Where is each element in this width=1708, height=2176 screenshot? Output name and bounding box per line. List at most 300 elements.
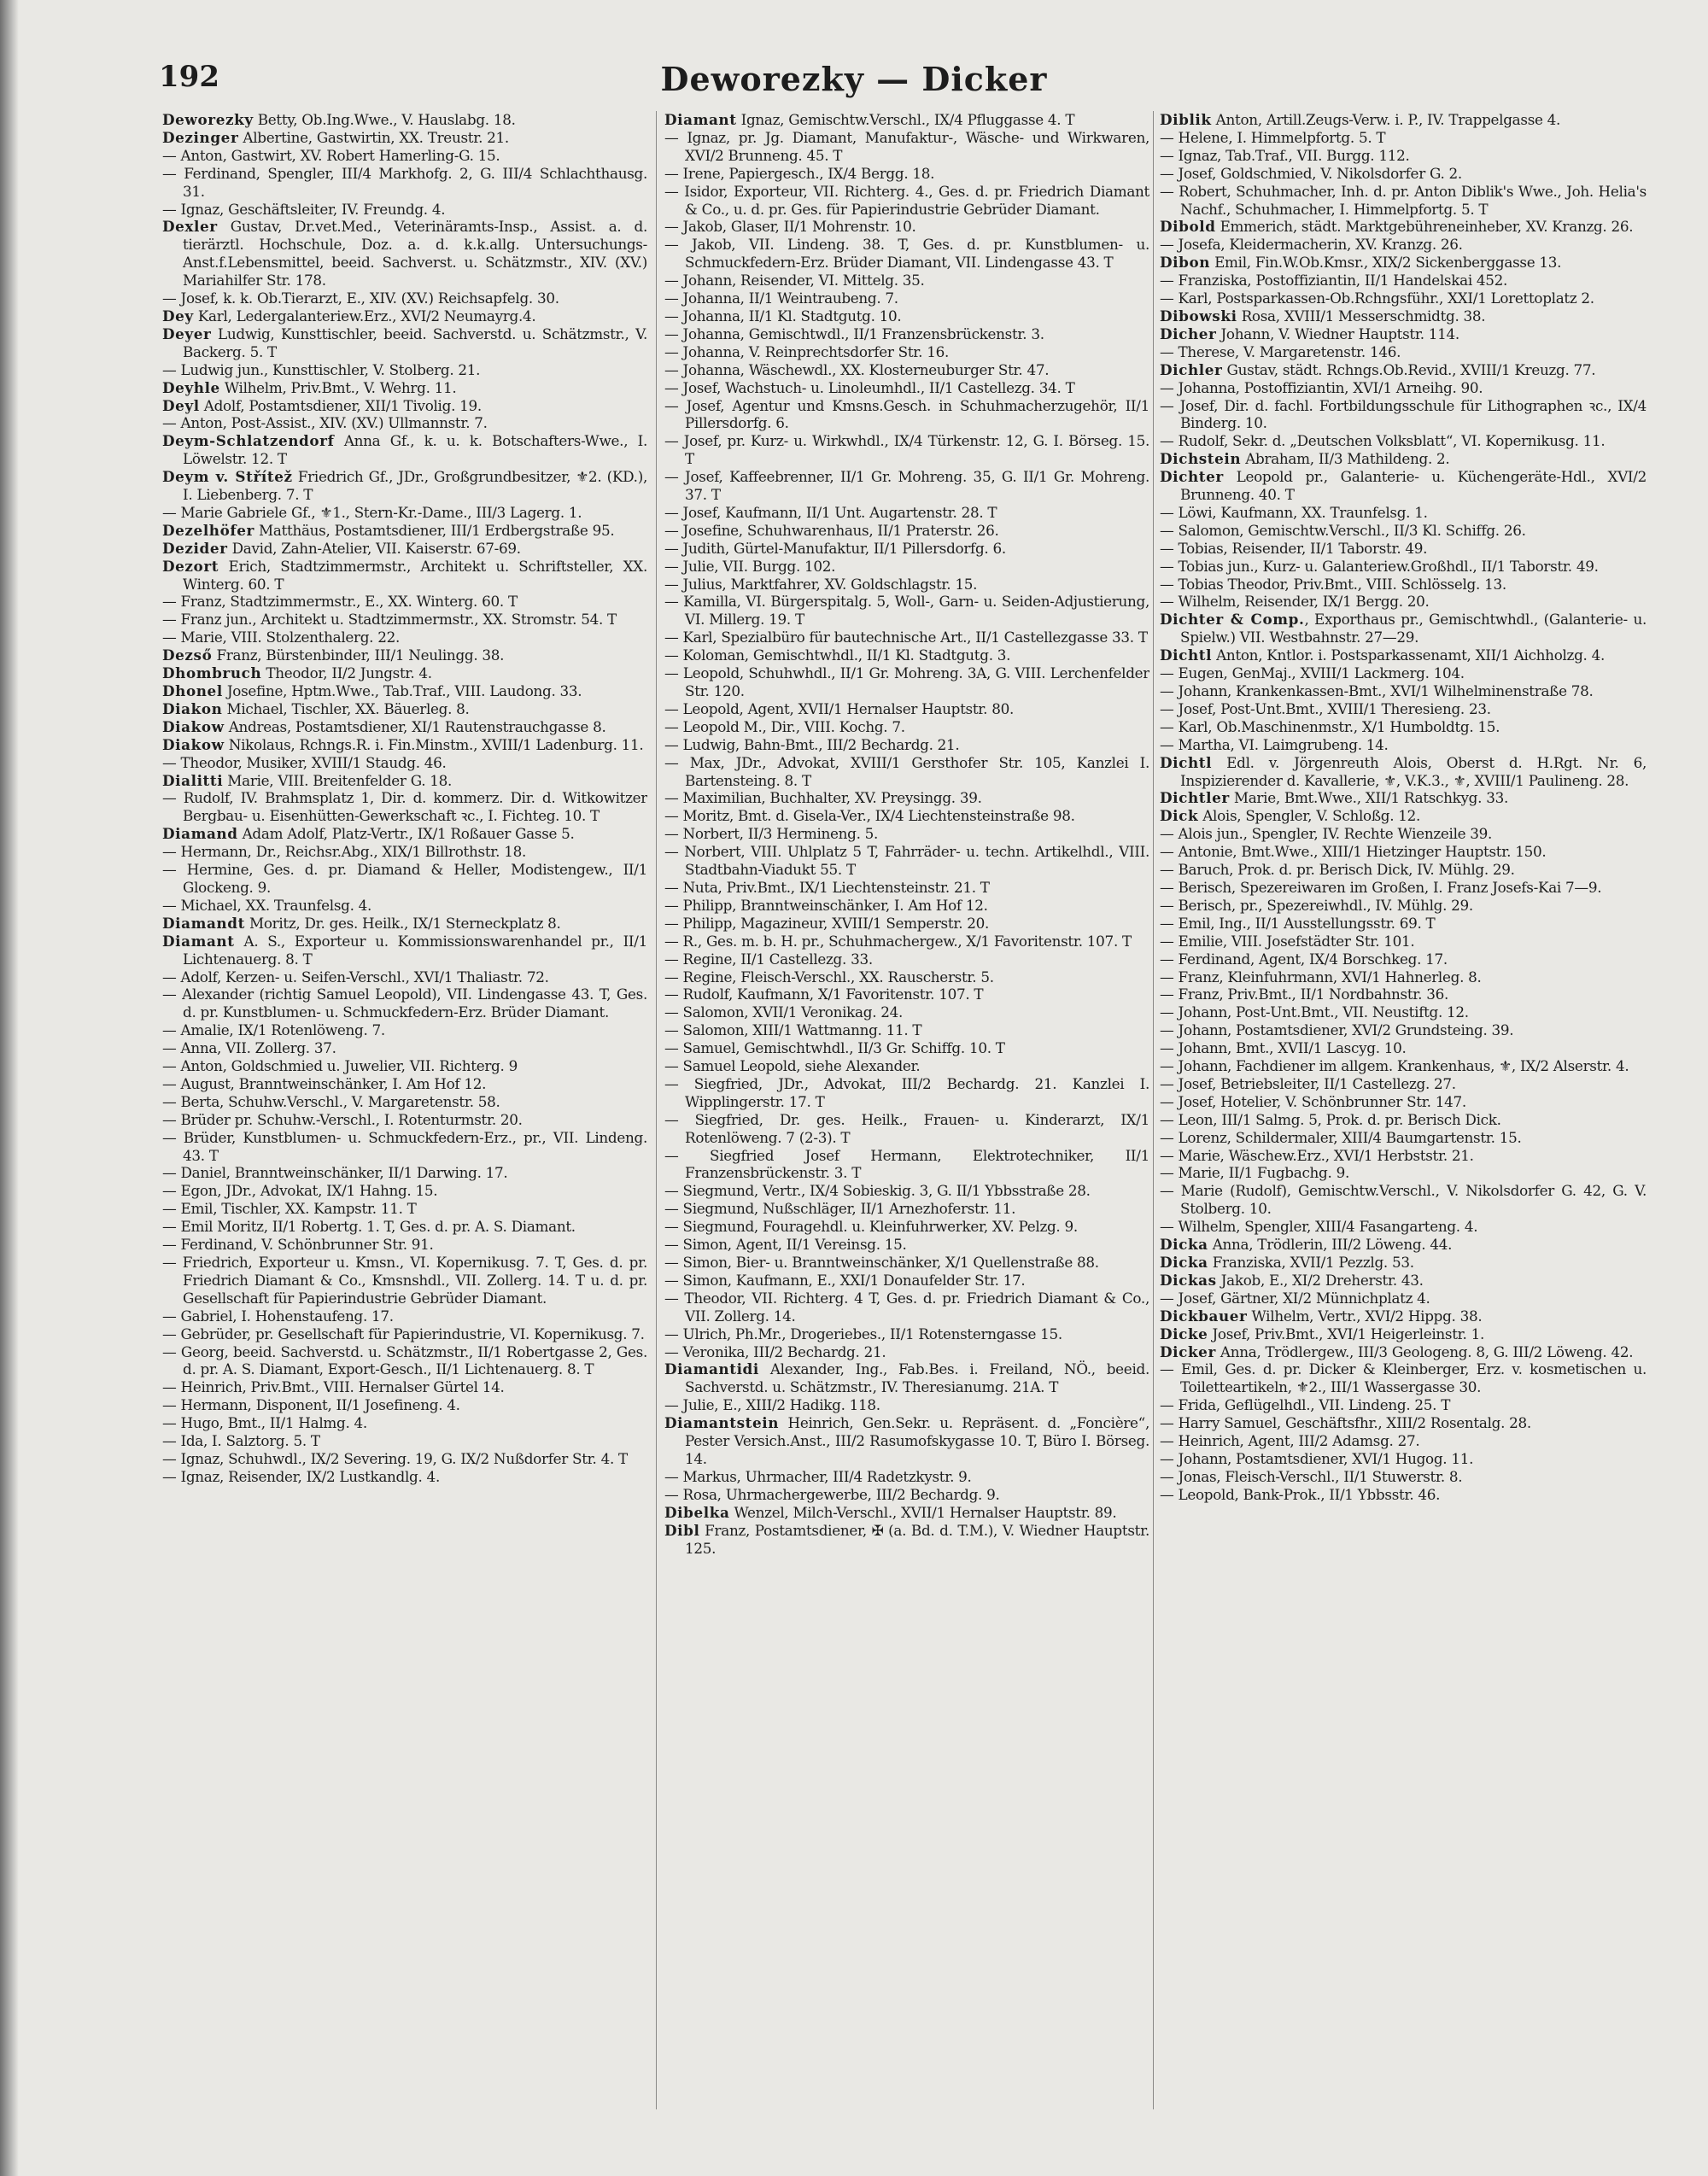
- entry-details: — Josef, Post-Unt.Bmt., XVIII/1 Theresieng. 23.: [1160, 699, 1491, 717]
- directory-entry: [1160, 1325, 1647, 1343]
- entry-details: — Daniel, Branntweinschänker, II/1 Darwing. 17.: [162, 1164, 508, 1182]
- directory-entry: [162, 1164, 647, 1182]
- directory-entry: [162, 825, 647, 843]
- entry-details: — Max, JDr., Advokat, XVIII/1 Gersthofer Str. 105, Kanzlei I. Bartensteing. 8. T: [664, 753, 1149, 789]
- entry-details: — Veronika, III/2 Bechardg. 21.: [664, 1342, 886, 1360]
- entry-details: — Karl, Spezialbüro für bautechnische Art., II/1 Castellezgasse 33. T: [664, 629, 1148, 646]
- directory-entry: [664, 1003, 1149, 1021]
- directory-entry: [162, 1218, 647, 1236]
- directory-entry: [664, 1290, 1149, 1325]
- entry-details: — Leopold, Agent, XVII/1 Hernalser Hauptstr. 80.: [664, 699, 1015, 717]
- directory-entry: [664, 700, 1149, 718]
- directory-entry: [664, 1343, 1149, 1361]
- entry-details: — Siegmund, Fouragehdl. u. Kleinfuhrwerker, XV. Pelzg. 9.: [664, 1218, 1078, 1236]
- directory-entry: [1160, 558, 1647, 576]
- directory-entry: [664, 1504, 1149, 1522]
- entry-surname: Diakon: [162, 699, 223, 717]
- directory-entry: [1160, 736, 1647, 754]
- directory-entry: [162, 1468, 647, 1486]
- entry-surname: Diamantidi: [664, 1360, 759, 1378]
- directory-entry: [162, 754, 647, 772]
- entry-details: — Hugo, Bmt., II/1 Halmg. 4.: [162, 1414, 367, 1432]
- directory-entry: [664, 1021, 1149, 1039]
- directory-entry: [1160, 915, 1647, 933]
- entry-details: — Julie, VII. Burgg. 102.: [664, 557, 836, 575]
- entry-details: — Rudolf, Sekr. d. „Deutschen Volksblatt“, VI. Kopernikusg. 11.: [1160, 432, 1606, 450]
- directory-entry: [1160, 1075, 1647, 1093]
- directory-entry: [1160, 1272, 1647, 1290]
- entry-details: — Ignaz, pr. Jg. Diamant, Manufaktur-, Wäsche- und Wirkwaren, XVI/2 Brunneng. 45. T: [664, 128, 1149, 164]
- directory-entry: [1160, 254, 1647, 272]
- entry-details: — Jonas, Fleisch-Verschl., II/1 Stuwerstr. 8.: [1160, 1467, 1463, 1485]
- entry-details: — Johann, Post-Unt.Bmt., VII. Neustiftg. 12.: [1160, 1003, 1469, 1021]
- column-1: [162, 111, 647, 2144]
- entry-details: Anna, Trödlergew., III/3 Geologeng. 8, G. III/2 Löweng. 42.: [1215, 1342, 1634, 1360]
- directory-entry: [1160, 700, 1647, 718]
- entry-details: Friedrich Gf., JDr., Großgrundbesitzer, ⚜2. (KD.), I. Liebenberg. 7. T: [183, 468, 647, 504]
- directory-entry: [162, 1200, 647, 1218]
- directory-entry: [162, 1414, 647, 1432]
- entry-details: — Karl, Postsparkassen-Ob.Rchngsführ., XXI/1 Lorettoplatz 2.: [1160, 290, 1594, 307]
- directory-entry: [1160, 968, 1647, 986]
- directory-entry: [664, 343, 1149, 361]
- entry-surname: Dichter & Comp.: [1160, 611, 1305, 629]
- directory-entry: [1160, 1111, 1647, 1129]
- directory-entry: [1160, 1039, 1647, 1057]
- directory-entry: [1160, 1236, 1647, 1254]
- entry-details: Franz, Bürstenbinder, III/1 Neulingg. 38.: [212, 646, 505, 664]
- directory-entry: [162, 1450, 647, 1468]
- directory-entry: [664, 897, 1149, 915]
- directory-entry: [162, 1396, 647, 1414]
- entry-details: Anna, Trödlerin, III/2 Löweng. 44.: [1208, 1236, 1453, 1254]
- entry-details: Leopold pr., Galanterie- u. Küchengeräte-Hdl., XVI/2 Brunneng. 40. T: [1180, 468, 1647, 504]
- entry-details: — Judith, Gürtel-Manufaktur, II/1 Pillersdorfg. 6.: [664, 539, 1006, 557]
- entry-surname: Dibold: [1160, 218, 1216, 236]
- directory-entry: [162, 307, 647, 325]
- entry-details: — Siegmund, Vertr., IX/4 Sobieskig. 3, G. II/1 Ybbsstraße 28.: [664, 1182, 1091, 1200]
- entry-details: — Martha, VI. Laimgrubeng. 14.: [1160, 735, 1389, 753]
- directory-entry: [664, 1254, 1149, 1272]
- directory-entry: [162, 201, 647, 219]
- entry-details: — Josef, pr. Kurz- u. Wirkwhdl., IX/4 Türkenstr. 12, G. I. Börseg. 15. T: [664, 432, 1149, 468]
- directory-entry: [1160, 1218, 1647, 1236]
- entry-details: — Johanna, Wäschewdl., XX. Klosterneuburger Str. 47.: [664, 360, 1050, 378]
- entry-details: — Harry Samuel, Geschäftsfhr., XIII/2 Rosentalg. 28.: [1160, 1414, 1531, 1432]
- directory-entry: [162, 504, 647, 522]
- directory-entry: [1160, 951, 1647, 968]
- entry-details: Albertine, Gastwirtin, XX. Treustr. 21.: [238, 128, 509, 146]
- directory-entry: [664, 379, 1149, 397]
- entry-details: Gustav, Dr.vet.Med., Veterinäramts-Insp., Assist. a. d. tierärztl. Hochschule, Doz. a. d. k.k.allg. Untersuchungs-Anst.f.Lebensmittel, beeid. Sachverst. u. Schätzmstr., XIV. (XV.) Mariahilfer Str. 178.: [183, 218, 647, 290]
- entry-details: — Johanna, V. Reinprechtsdorfer Str. 16.: [664, 342, 950, 360]
- entry-details: — Simon, Kaufmann, E., XXI/1 Donaufelder Str. 17.: [664, 1271, 1026, 1289]
- directory-entry: [1160, 272, 1647, 290]
- directory-entry: [162, 361, 647, 379]
- directory-entry: [162, 1325, 647, 1343]
- directory-entry: [1160, 593, 1647, 611]
- directory-entry: [1160, 1254, 1647, 1272]
- entry-details: — Wilhelm, Reisender, IX/1 Bergg. 20.: [1160, 593, 1430, 611]
- directory-entry: [162, 1307, 647, 1325]
- directory-entry: [162, 1236, 647, 1254]
- directory-entry: [664, 1325, 1149, 1343]
- directory-entry: [1160, 807, 1647, 825]
- entry-details: — Theodor, VII. Richterg. 4 T, Ges. d. pr. Friedrich Diamant & Co., VII. Zollerg. 14.: [664, 1289, 1149, 1325]
- directory-entry: [1160, 1182, 1647, 1218]
- directory-entry: [162, 1021, 647, 1039]
- entry-details: Josef, Priv.Bmt., XVI/1 Heigerleinstr. 1.: [1208, 1325, 1485, 1342]
- entry-surname: Dibowski: [1160, 307, 1237, 325]
- directory-entry: [1160, 789, 1647, 807]
- entry-details: — Marie, VIII. Stolzenthalerg. 22.: [162, 629, 401, 646]
- directory-entry: [664, 576, 1149, 594]
- entry-details: — Anton, Gastwirt, XV. Robert Hamerling-G. 15.: [162, 146, 500, 164]
- entry-surname: Dick: [1160, 807, 1199, 825]
- column-divider: [656, 111, 657, 2109]
- entry-details: — Ignaz, Schuhwdl., IX/2 Severing. 19, G. IX/2 Nußdorfer Str. 4. T: [162, 1449, 628, 1467]
- entry-surname: Deyhle: [162, 378, 220, 396]
- directory-entry: [162, 664, 647, 682]
- directory-entry: [664, 165, 1149, 183]
- directory-entry: [664, 307, 1149, 325]
- entry-details: — Alois jun., Spengler, IV. Rechte Wienzeile 39.: [1160, 825, 1493, 843]
- directory-entry: [664, 111, 1149, 129]
- directory-entry: [162, 593, 647, 611]
- entry-surname: Dibon: [1160, 254, 1211, 272]
- entry-details: — Frida, Geflügelhdl., VII. Lindeng. 25. T: [1160, 1396, 1451, 1414]
- directory-entry: [664, 129, 1149, 165]
- directory-entry: [664, 468, 1149, 504]
- entry-surname: Dichtl: [1160, 646, 1213, 664]
- column-divider: [1153, 111, 1154, 2109]
- entry-details: — Siegfried Josef Hermann, Elektrotechniker, II/1 Franzensbrückenstr. 3. T: [664, 1146, 1149, 1182]
- entry-details: Alexander, Ing., Fab.Bes. i. Freiland, NÖ., beeid. Sachverstd. u. Schätzmstr., IV. Theresianumg. 21A. T: [685, 1360, 1149, 1396]
- entry-surname: Deyl: [162, 396, 200, 414]
- directory-entry: [664, 1147, 1149, 1183]
- entry-details: — Marie (Rudolf), Gemischtw.Verschl., V. Nikolsdorfer G. 42, G. V. Stolberg. 10.: [1160, 1182, 1647, 1218]
- directory-entry: [1160, 129, 1647, 147]
- directory-entry: [162, 1075, 647, 1093]
- entry-surname: Dicher: [1160, 325, 1217, 342]
- entry-details: — Brüder pr. Schuhw.-Verschl., I. Rotenturmstr. 20.: [162, 1110, 523, 1128]
- entry-details: — Ignaz, Tab.Traf., VII. Burgg. 112.: [1160, 146, 1410, 164]
- directory-entry: [664, 807, 1149, 825]
- entry-details: — Anna, VII. Zollerg. 37.: [162, 1039, 336, 1057]
- book-spine-shadow: [0, 0, 19, 2176]
- entry-surname: Dicka: [1160, 1236, 1208, 1254]
- directory-entry: [1160, 1343, 1647, 1361]
- entry-details: — Koloman, Gemischtwhdl., II/1 Kl. Stadtgutg. 3.: [664, 646, 1011, 664]
- entry-surname: Diblik: [1160, 111, 1212, 128]
- entry-details: — Leopold M., Dir., VIII. Kochg. 7.: [664, 717, 905, 735]
- directory-entry: [162, 468, 647, 504]
- entry-surname: Dickbauer: [1160, 1307, 1248, 1325]
- entry-surname: Dialitti: [162, 771, 224, 789]
- directory-entry: [162, 1254, 647, 1307]
- entry-details: — Ignaz, Geschäftsleiter, IV. Freundg. 4.: [162, 200, 446, 218]
- entry-details: — Ulrich, Ph.Mr., Drogeriebes., II/1 Rotensterngasse 15.: [664, 1325, 1062, 1342]
- directory-entry: [162, 432, 647, 468]
- entry-details: — Johanna, Gemischtwdl., II/1 Franzensbrückenstr. 3.: [664, 325, 1044, 342]
- directory-entry: [664, 843, 1149, 879]
- directory-entry: [162, 682, 647, 700]
- entry-details: — Franziska, Postoffiziantin, II/1 Handelskai 452.: [1160, 272, 1508, 290]
- directory-entry: [162, 290, 647, 307]
- entry-details: — Johann, Bmt., XVII/1 Lascyg. 10.: [1160, 1039, 1407, 1057]
- directory-entry: [162, 325, 647, 361]
- directory-entry: [664, 1200, 1149, 1218]
- entry-details: — Josef, Kaffeebrenner, II/1 Gr. Mohreng. 35, G. II/1 Gr. Mohreng. 37. T: [664, 468, 1149, 504]
- directory-entry: [162, 1111, 647, 1129]
- directory-entry: [162, 629, 647, 646]
- entry-details: — Josef, Gärtner, XI/2 Münnichplatz 4.: [1160, 1289, 1430, 1307]
- directory-entry: [1160, 1093, 1647, 1111]
- directory-entry: [664, 361, 1149, 379]
- entry-surname: Dezső: [162, 646, 213, 664]
- entry-details: Ludwig, Kunsttischler, beeid. Sachverstd. u. Schätzmstr., V. Backerg. 5. T: [183, 325, 647, 360]
- directory-entry: [1160, 1290, 1647, 1307]
- entry-details: Johann, V. Wiedner Hauptstr. 114.: [1216, 325, 1459, 342]
- entry-details: — Emil Moritz, II/1 Robertg. 1. T, Ges. d. pr. A. S. Diamant.: [162, 1218, 576, 1236]
- entry-details: Andreas, Postamtsdiener, XI/1 Rautenstrauchgasse 8.: [224, 717, 606, 735]
- directory-entry: [664, 879, 1149, 897]
- entry-surname: Diamantstein: [664, 1414, 780, 1432]
- directory-entry: [664, 951, 1149, 968]
- directory-entry: [1160, 397, 1647, 433]
- entry-details: — Johanna, II/1 Weintraubeng. 7.: [664, 290, 898, 307]
- entry-details: Marie, VIII. Breitenfelder G. 18.: [223, 771, 453, 789]
- directory-entry: [1160, 1057, 1647, 1075]
- entry-surname: Dickas: [1160, 1271, 1217, 1289]
- entry-details: — Samuel Leopold, siehe Alexander.: [664, 1057, 921, 1075]
- entry-details: — August, Branntweinschänker, I. Am Hof 12.: [162, 1074, 487, 1092]
- entry-details: — Rosa, Uhrmachergewerbe, III/2 Bechardg. 9.: [664, 1485, 1000, 1503]
- directory-entry: [162, 111, 647, 129]
- entry-details: — Baruch, Prok. d. pr. Berisch Dick, IV. Mühlg. 29.: [1160, 861, 1515, 879]
- directory-entry: [162, 218, 647, 290]
- entry-surname: Diakow: [162, 735, 225, 753]
- entry-surname: Dichtl: [1160, 753, 1213, 771]
- directory-entry: [162, 558, 647, 594]
- entry-surname: Diamant: [664, 111, 737, 128]
- entry-details: Ignaz, Gemischtw.Verschl., IX/4 Pfluggasse 4. T: [736, 111, 1075, 128]
- entry-details: Erich, Stadtzimmermstr., Architekt u. Schriftsteller, XX. Winterg. 60. T: [183, 557, 647, 593]
- entry-details: — Rudolf, IV. Brahmsplatz 1, Dir. d. kommerz. Dir. d. Witkowitzer Bergbau- u. Eisenhütten-Gewerkschaft ꝛc., I. Fichteg. 10. T: [162, 789, 647, 825]
- entry-surname: Dichstein: [1160, 450, 1242, 468]
- entry-details: — Leopold, Bank-Prok., II/1 Ybbsstr. 46.: [1160, 1485, 1441, 1503]
- directory-entry: [1160, 290, 1647, 307]
- directory-entry: [1160, 879, 1647, 897]
- entry-details: — Ferdinand, Agent, IX/4 Borschkeg. 17.: [1160, 950, 1448, 968]
- entry-details: — Löwi, Kaufmann, XX. Traunfelsg. 1.: [1160, 503, 1428, 521]
- directory-entry: [1160, 1021, 1647, 1039]
- entry-details: Karl, Ledergalanteriew.Erz., XVI/2 Neumayrg.4.: [193, 307, 536, 325]
- entry-details: — Philipp, Magazineur, XVIII/1 Semperstr. 20.: [664, 914, 990, 932]
- directory-entry: [664, 915, 1149, 933]
- entry-details: — Therese, V. Margaretenstr. 146.: [1160, 342, 1401, 360]
- directory-entry: [162, 147, 647, 165]
- entry-details: — Alexander (richtig Samuel Leopold), VII. Lindengasse 43. T, Ges. d. pr. Kunstblumen- u. Schmuckfedern-Erz. Brüder Diamant.: [162, 986, 647, 1021]
- directory-entry: [1160, 361, 1647, 379]
- directory-entry: [664, 218, 1149, 236]
- directory-entry: [162, 1343, 647, 1379]
- directory-entry: [1160, 1468, 1647, 1486]
- entry-details: — Philipp, Branntweinschänker, I. Am Hof 12.: [664, 896, 988, 914]
- entry-details: Marie, Bmt.Wwe., XII/1 Ratschkyg. 33.: [1229, 789, 1508, 807]
- entry-details: — Karl, Ob.Maschinenmstr., X/1 Humboldtg. 15.: [1160, 717, 1500, 735]
- entry-details: , Exporthaus pr., Gemischtwhdl., (Galanterie- u. Spielw.) VII. Westbahnstr. 27—29.: [1180, 611, 1647, 646]
- directory-entry: [1160, 611, 1647, 646]
- entry-details: Josefine, Hptm.Wwe., Tab.Traf., VIII. Laudong. 33.: [222, 682, 582, 699]
- directory-entry: [162, 611, 647, 629]
- entry-details: — Anton, Post-Assist., XIV. (XV.) Ullmannstr. 7.: [162, 414, 488, 432]
- directory-entry: [162, 986, 647, 1021]
- entry-details: — Lorenz, Schildermaler, XIII/4 Baumgartenstr. 15.: [1160, 1128, 1522, 1146]
- directory-entry: [1160, 664, 1647, 682]
- directory-entry: [162, 1129, 647, 1165]
- directory-entry: [1160, 522, 1647, 540]
- entry-details: — Josef, Goldschmied, V. Nikolsdorfer G. 2.: [1160, 164, 1462, 182]
- directory-entry: [162, 789, 647, 825]
- directory-entry: [162, 700, 647, 718]
- entry-details: — Regine, Fleisch-Verschl., XX. Rauscherstr. 5.: [664, 968, 994, 986]
- directory-entry: [1160, 432, 1647, 450]
- directory-entry: [664, 986, 1149, 1003]
- directory-entry: [1160, 236, 1647, 254]
- entry-details: Gustav, städt. Rchngs.Ob.Revid., XVIII/1 Kreuzg. 77.: [1222, 360, 1596, 378]
- entry-details: — Ludwig, Bahn-Bmt., III/2 Bechardg. 21.: [664, 735, 960, 753]
- directory-entry: [162, 1039, 647, 1057]
- directory-entry: [162, 1182, 647, 1200]
- entry-details: Moritz, Dr. ges. Heilk., IX/1 Sterneckplatz 8.: [244, 914, 561, 932]
- directory-entry: [162, 772, 647, 790]
- directory-entry: [664, 325, 1149, 343]
- entry-details: — Josef, k. k. Ob.Tierarzt, E., XIV. (XV.) Reichsapfelg. 30.: [162, 290, 559, 307]
- directory-entry: [1160, 183, 1647, 219]
- entry-details: Abraham, II/3 Mathildeng. 2.: [1241, 450, 1450, 468]
- entry-details: — Michael, XX. Traunfelsg. 4.: [162, 896, 372, 914]
- entry-details: — Heinrich, Priv.Bmt., VIII. Hernalser Gürtel 14.: [162, 1378, 505, 1396]
- directory-entry: [664, 1486, 1149, 1504]
- entry-details: Jakob, E., XI/2 Dreherstr. 43.: [1216, 1271, 1424, 1289]
- entry-details: — Jakob, VII. Lindeng. 38. T, Ges. d. pr. Kunstblumen- u. Schmuckfedern-Erz. Brüder Diamant, VII. Lindengasse 43. T: [664, 236, 1149, 272]
- directory-entry: [664, 432, 1149, 468]
- directory-entry: [1160, 682, 1647, 700]
- entry-surname: Dey: [162, 307, 194, 325]
- entry-details: — Johann, Postamtsdiener, XVI/2 Grundsteing. 39.: [1160, 1021, 1514, 1039]
- directory-entry: [664, 646, 1149, 664]
- entry-details: — Ferdinand, Spengler, III/4 Markhofg. 2, G. III/4 Schlachthausg. 31.: [162, 164, 647, 200]
- directory-entry: [1160, 504, 1647, 522]
- entry-details: — Tobias Theodor, Priv.Bmt., VIII. Schlösselg. 13.: [1160, 575, 1506, 593]
- entry-surname: Dhonel: [162, 682, 223, 699]
- directory-entry: [1160, 1432, 1647, 1450]
- entry-details: — Jakob, Glaser, II/1 Mohrenstr. 10.: [664, 218, 916, 236]
- entry-surname: Dichtler: [1160, 789, 1230, 807]
- directory-entry: [1160, 933, 1647, 951]
- directory-entry: [1160, 843, 1647, 861]
- directory-entry: [664, 236, 1149, 272]
- entry-surname: Diamant: [162, 932, 235, 950]
- entry-details: — Leopold, Schuhwhdl., II/1 Gr. Mohreng. 3A, G. VIII. Lerchenfelder Str. 120.: [664, 664, 1149, 699]
- directory-entry: [664, 736, 1149, 754]
- entry-details: — Johann, Krankenkassen-Bmt., XVI/1 Wilhelminenstraße 78.: [1160, 682, 1594, 699]
- page-header: [0, 60, 1708, 102]
- entry-details: — Josef, Hotelier, V. Schönbrunner Str. 147.: [1160, 1092, 1466, 1110]
- directory-entry: [664, 593, 1149, 629]
- entry-details: — Johann, Reisender, VI. Mittelg. 35.: [664, 272, 925, 290]
- entry-surname: Dicke: [1160, 1325, 1208, 1342]
- running-head: Deworezky — Dicker: [660, 60, 1048, 98]
- entry-details: — Julius, Marktfahrer, XV. Goldschlagstr. 15.: [664, 575, 978, 593]
- entry-details: Wilhelm, Vertr., XVI/2 Hippg. 38.: [1247, 1307, 1483, 1325]
- entry-details: — Salomon, XIII/1 Wattmanng. 11. T: [664, 1021, 922, 1039]
- directory-entry: [664, 968, 1149, 986]
- entry-details: Franziska, XVII/1 Pezzlg. 53.: [1208, 1254, 1414, 1271]
- directory-entry: [664, 629, 1149, 646]
- directory-entry: [664, 1057, 1149, 1075]
- entry-details: David, Zahn-Atelier, VII. Kaiserstr. 67-69.: [227, 539, 521, 557]
- entry-details: — Kamilla, VI. Bürgerspitalg. 5, Woll-, Garn- u. Seiden-Adjustierung, VI. Millerg. 19. T: [664, 593, 1149, 629]
- entry-details: — Josefine, Schuhwarenhaus, II/1 Praterstr. 26.: [664, 521, 999, 539]
- directory-entry: [664, 1468, 1149, 1486]
- entry-surname: Deyer: [162, 325, 212, 342]
- entry-details: — Siegfried, Dr. ges. Heilk., Frauen- u. Kinderarzt, IX/1 Rotenlöweng. 7 (2-3). T: [664, 1110, 1149, 1146]
- entry-surname: Dezelhöfer: [162, 521, 254, 539]
- directory-entry: [664, 1039, 1149, 1057]
- entry-surname: Dibelka: [664, 1503, 730, 1521]
- entry-details: — Tobias, Reisender, II/1 Taborstr. 49.: [1160, 539, 1428, 557]
- entry-details: — Josef, Wachstuch- u. Linoleumhdl., II/1 Castellezg. 34. T: [664, 378, 1075, 396]
- entry-details: Emmerich, städt. Marktgebühreneinheber, XV. Kranzg. 26.: [1215, 218, 1634, 236]
- entry-details: Adam Adolf, Platz-Vertr., IX/1 Roßauer Gasse 5.: [237, 825, 575, 843]
- entry-details: — Theodor, Musiker, XVIII/1 Staudg. 46.: [162, 753, 447, 771]
- column-3: [1160, 111, 1647, 2144]
- entry-details: — Franz, Stadtzimmermstr., E., XX. Winterg. 60. T: [162, 593, 518, 611]
- directory-entry: [162, 1093, 647, 1111]
- entry-details: Nikolaus, Rchngs.R. i. Fin.Minstm., XVIII/1 Ladenburg. 11.: [224, 735, 644, 753]
- entry-surname: Dichter: [1160, 468, 1224, 486]
- directory-entry: [1160, 468, 1647, 504]
- entry-details: — Franz jun., Architekt u. Stadtzimmermstr., XX. Stromstr. 54. T: [162, 611, 617, 629]
- directory-entry: [1160, 1129, 1647, 1147]
- entry-details: — Norbert, II/3 Hermineng. 5.: [664, 825, 879, 843]
- directory-entry: [1160, 307, 1647, 325]
- entry-details: Rosa, XVIII/1 Messerschmidtg. 38.: [1237, 307, 1486, 325]
- entry-surname: Dexler: [162, 218, 218, 236]
- entry-details: Anton, Artill.Zeugs-Verw. i. P., IV. Trappelgasse 4.: [1211, 111, 1561, 128]
- entry-details: — Tobias jun., Kurz- u. Galanteriew.Großhdl., II/1 Taborstr. 49.: [1160, 557, 1599, 575]
- entry-details: — Friedrich, Exporteur u. Kmsn., VI. Kopernikusg. 7. T, Ges. d. pr. Friedrich Diamant & Co., Kmsnshdl., VII. Zollerg. 14. T u. d. pr. Gesellschaft für Papierindustrie Gebrüder Diamant.: [162, 1254, 647, 1307]
- directory-entry: [1160, 646, 1647, 664]
- directory-entry: [1160, 147, 1647, 165]
- entry-details: — Robert, Schuhmacher, Inh. d. pr. Anton Diblik's Wwe., Joh. Helia's Nachf., Schuhmacher, I. Himmelpfortg. 5. T: [1160, 182, 1647, 218]
- directory-entry: [1160, 861, 1647, 879]
- entry-details: Anna Gf., k. u. k. Botschafters-Wwe., I. Löwelstr. 12. T: [183, 432, 647, 468]
- directory-entry: [1160, 754, 1647, 790]
- entry-surname: Dicka: [1160, 1254, 1208, 1271]
- directory-entry: [162, 414, 647, 432]
- directory-entry: [1160, 897, 1647, 915]
- entry-details: — Irene, Papiergesch., IX/4 Bergg. 18.: [664, 164, 935, 182]
- directory-entry: [664, 825, 1149, 843]
- entry-details: Wenzel, Milch-Verschl., XVII/1 Hernalser Hauptstr. 89.: [729, 1503, 1117, 1521]
- entry-details: — Josef, Betriebsleiter, II/1 Castellezg. 27.: [1160, 1074, 1456, 1092]
- entry-details: — Maximilian, Buchhalter, XV. Preysingg. 39.: [664, 789, 982, 807]
- entry-details: — Emil, Ges. d. pr. Dicker & Kleinberger, Erz. v. kosmetischen u. Toiletteartikeln, ⚜2., III/1 Wassergasse 30.: [1160, 1360, 1647, 1396]
- entry-details: — Norbert, VIII. Uhlplatz 5 T, Fahrräder- u. techn. Artikelhdl., VIII. Stadtbahn-Viadukt 55. T: [664, 843, 1149, 879]
